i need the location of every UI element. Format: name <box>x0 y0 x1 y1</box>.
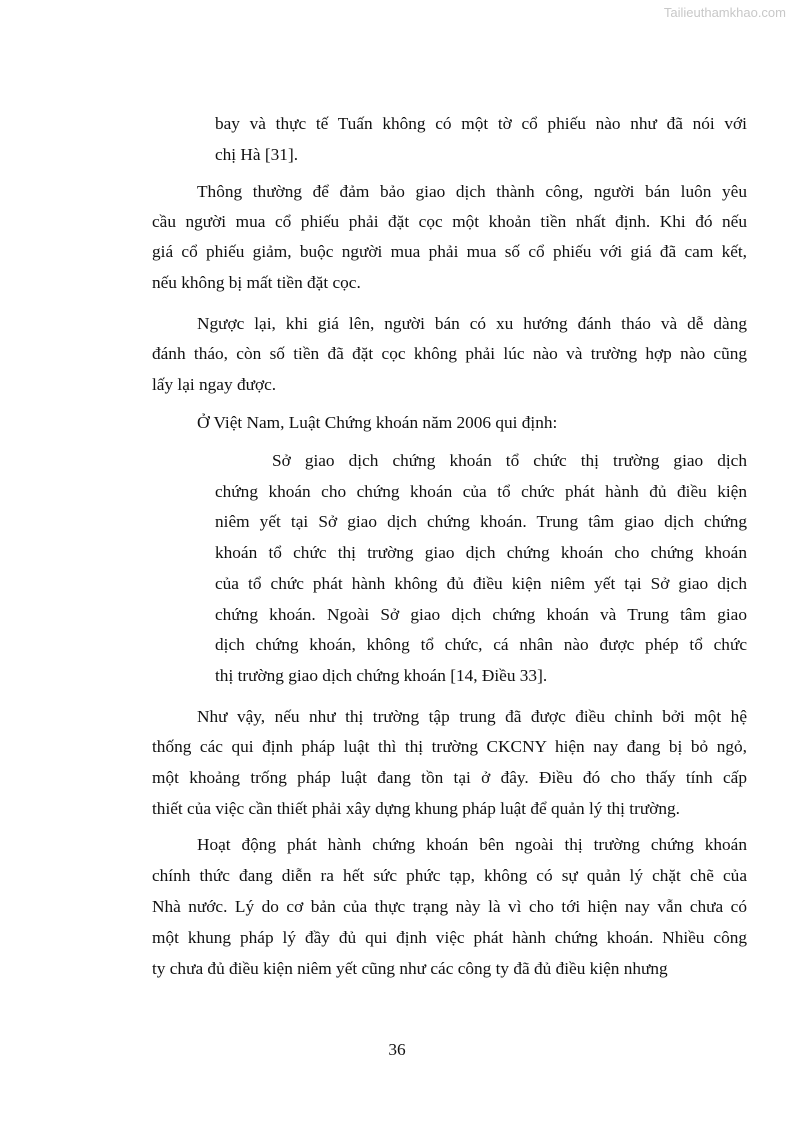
paragraph-line: một khung pháp lý đầy đủ qui định việc phát hành chứng khoán. Nhiều công <box>152 928 747 947</box>
paragraph-line: Ở Việt Nam, Luật Chứng khoán năm 2006 qui định: <box>197 413 558 432</box>
paragraph-line: giá cổ phiếu giảm, buộc người mua phải mua số cổ phiếu với giá đã cam kết, <box>152 242 747 261</box>
quote-line: chị Hà [31]. <box>215 145 299 164</box>
paragraph-line: Thông thường để đảm bảo giao dịch thành công, người bán luôn yêu <box>197 182 747 201</box>
paragraph-line: lấy lại ngay được. <box>152 375 277 394</box>
quote-line: dịch chứng khoán, không tổ chức, cá nhân nào được phép tổ chức <box>215 635 747 654</box>
quote-line: của tổ chức phát hành không đủ điều kiện niêm yết tại Sở giao dịch <box>215 574 747 593</box>
paragraph-line: đánh tháo, còn số tiền đã đặt cọc không phải lúc nào và trường hợp nào cũng <box>152 344 747 363</box>
paragraph-line: một khoảng trống pháp luật đang tồn tại ở đây. Điều đó cho thấy tính cấp <box>152 768 747 787</box>
paragraph-line: thống các qui định pháp luật thì thị trường CKCNY hiện nay đang bị bỏ ngỏ, <box>152 737 747 756</box>
quote-line: chứng khoán. Ngoài Sở giao dịch chứng khoán và Trung tâm giao <box>215 605 747 624</box>
paragraph-line: Nhà nước. Lý do cơ bản của thực trạng này là vì cho tới hiện nay vẫn chưa có <box>152 897 747 916</box>
paragraph-line: thiết của việc cần thiết phải xây dựng khung pháp luật để quản lý thị trường. <box>152 799 680 818</box>
quote-line: chứng khoán cho chứng khoán của tổ chức phát hành đủ điều kiện <box>215 482 747 501</box>
paragraph-line: Ngược lại, khi giá lên, người bán có xu hướng đánh tháo và dễ dàng <box>197 314 747 333</box>
quote-line: Sở giao dịch chứng khoán tổ chức thị trường giao dịch <box>272 451 747 470</box>
paragraph-line: chính thức đang diễn ra hết sức phức tạp, không có sự quản lý chặt chẽ của <box>152 866 747 885</box>
quote-line: thị trường giao dịch chứng khoán [14, Điều 33]. <box>215 666 548 685</box>
paragraph-line: nếu không bị mất tiền đặt cọc. <box>152 273 361 292</box>
paragraph-line: cầu người mua cổ phiếu phải đặt cọc một khoản tiền nhất định. Khi đó nếu <box>152 212 747 231</box>
watermark: Tailieuthamkhao.com <box>663 5 786 20</box>
paragraph-line: ty chưa đủ điều kiện niêm yết cũng như các công ty đã đủ điều kiện nhưng <box>152 959 668 978</box>
quote-line: khoán tổ chức thị trường giao dịch chứng khoán cho chứng khoán <box>215 543 747 562</box>
paragraph-line: Hoạt động phát hành chứng khoán bên ngoài thị trường chứng khoán <box>197 835 747 854</box>
quote-line: bay và thực tế Tuấn không có một tờ cổ phiếu nào như đã nói với <box>215 114 747 133</box>
page-number: 36 <box>388 1040 406 1059</box>
paragraph-line: Như vậy, nếu như thị trường tập trung đã được điều chỉnh bởi một hệ <box>197 707 747 726</box>
quote-line: niêm yết tại Sở giao dịch chứng khoán. Trung tâm giao dịch chứng <box>215 512 747 531</box>
